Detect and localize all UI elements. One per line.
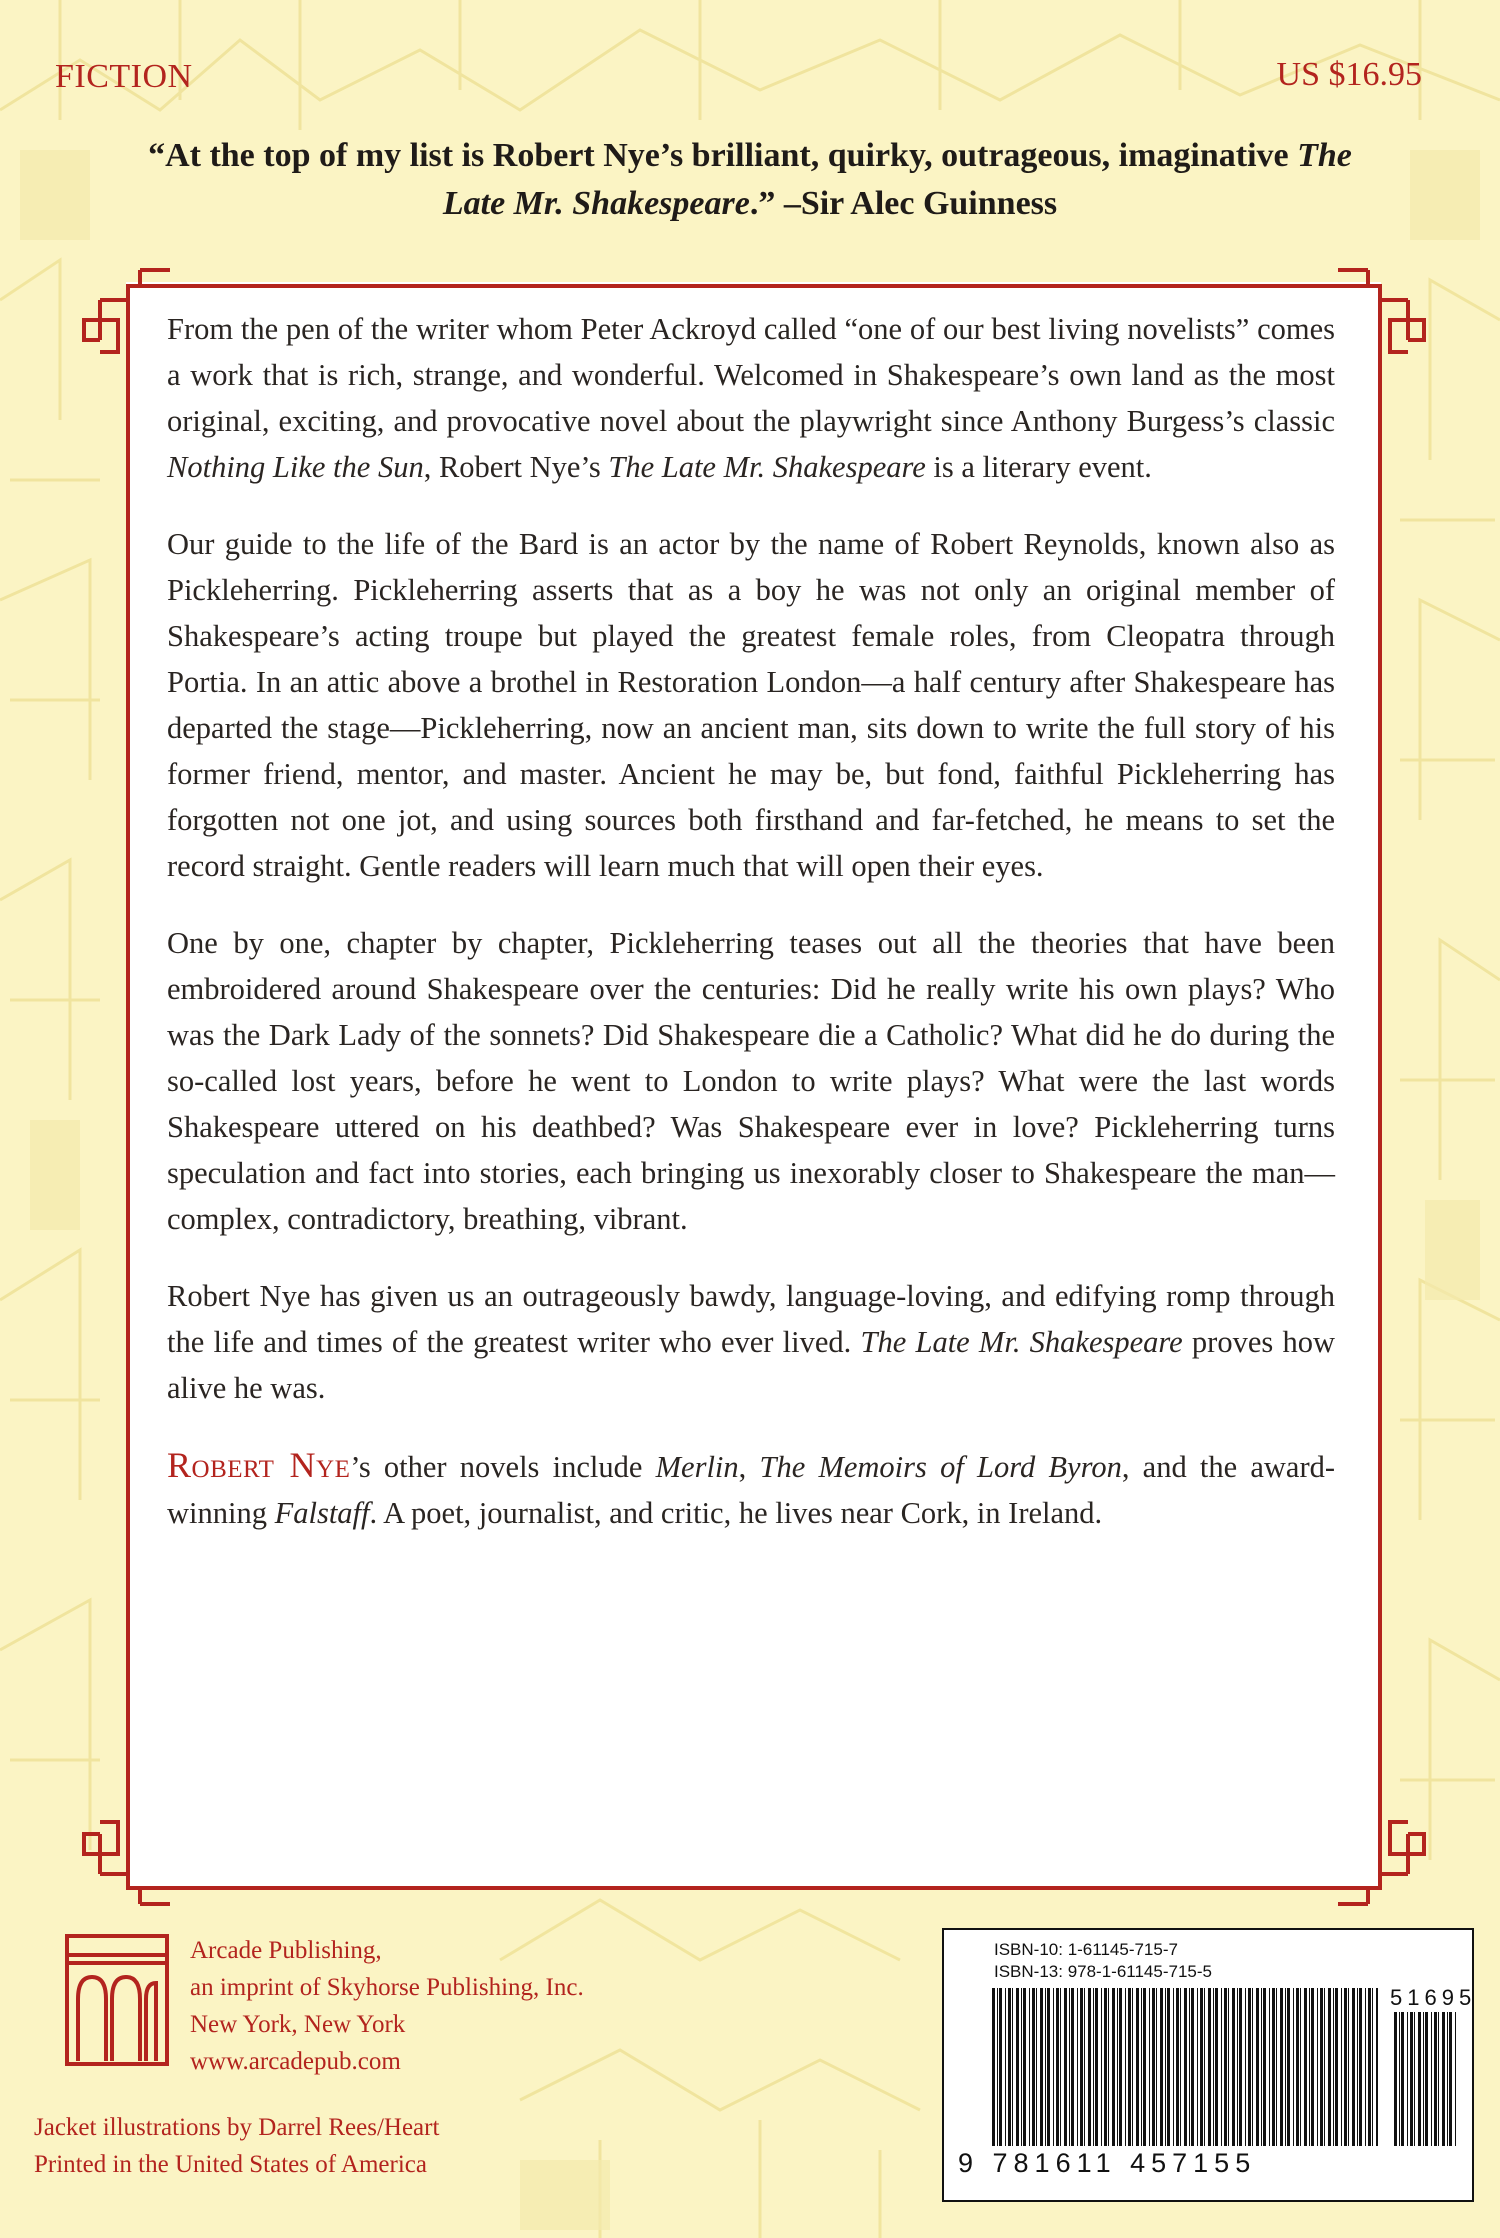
p1-title-nye: The Late Mr. Shakespeare xyxy=(608,450,926,484)
barcode-bar xyxy=(1184,1988,1187,2146)
publisher-website: www.arcadepub.com xyxy=(190,2048,401,2075)
genre-label: FICTION xyxy=(55,58,193,95)
barcode-bar xyxy=(1269,1988,1270,2146)
p1-title-burgess: Nothing Like the Sun xyxy=(167,450,424,484)
publisher-location: New York, New York xyxy=(190,2011,406,2038)
barcode-bar xyxy=(1204,1988,1205,2146)
barcode-bar xyxy=(1136,1988,1139,2146)
barcode-bar xyxy=(1352,1988,1355,2146)
barcode-bar xyxy=(1012,1988,1013,2146)
description-paragraph-1 xyxy=(167,306,1335,490)
barcode-bar xyxy=(1252,1988,1253,2146)
barcode-bar xyxy=(1128,1988,1131,2146)
barcode-bar xyxy=(1160,1988,1163,2146)
barcode-bar xyxy=(1344,1988,1347,2146)
barcode-bar xyxy=(1213,1988,1214,2146)
quote-book-title: The Late Mr. Shakespeare xyxy=(442,137,1352,222)
barcode-bar xyxy=(999,1988,1002,2146)
barcode-bar xyxy=(1119,1988,1122,2146)
barcode-bar xyxy=(1401,2012,1404,2146)
barcode-bar xyxy=(1047,1988,1050,2146)
barcode-bar xyxy=(1359,1988,1362,2146)
barcode-bar xyxy=(1248,1988,1251,2146)
barcode-bar xyxy=(1060,1988,1061,2146)
barcode-bar xyxy=(1455,2012,1456,2146)
bio-title-byron: The Memoirs of Lord Byron xyxy=(759,1450,1122,1484)
barcode-addon-price: 51695 xyxy=(1390,1985,1477,2010)
barcode-bar xyxy=(1256,1988,1259,2146)
bio-text-g: . A poet, journalist, and critic, he lives near Cork, in Ireland. xyxy=(369,1496,1103,1530)
isbn-13: ISBN-13: 978-1-61145-715-5 xyxy=(994,1962,1212,1981)
barcode-bar xyxy=(1152,1988,1155,2146)
barcode-bar xyxy=(1053,1988,1054,2146)
barcode-bar xyxy=(1333,1988,1334,2146)
barcode-bar xyxy=(1287,1988,1290,2146)
p1-text-a: From the pen of the writer whom Peter Ackroyd called “one of our best living novelists” comes a work that is rich, strange, and wonderful. Welcomed in Shakespeare’s own land as the most original, exciting, and provocative novel about the playwright since Anthony Burgess’s classic xyxy=(167,312,1335,438)
illustration-credit: Jacket illustrations by Darrel Rees/Heart xyxy=(34,2114,440,2141)
barcode-bar xyxy=(1084,1988,1085,2146)
barcode-bar xyxy=(1414,2012,1415,2146)
barcode-bar xyxy=(1239,1988,1242,2146)
barcode-bar xyxy=(1434,2012,1437,2146)
barcode-bar xyxy=(1399,2012,1400,2146)
barcode-bar xyxy=(1311,1988,1314,2146)
barcode-bar xyxy=(1040,1988,1043,2146)
p4-text-a: Robert Nye has given us an outrageously bawdy, language-loving, and edifying romp through the life and times of the greatest writer who ever lived. xyxy=(167,1279,1335,1359)
barcode-bar xyxy=(1101,1988,1102,2146)
barcode-bar xyxy=(1156,1988,1157,2146)
barcode-bar xyxy=(1189,1988,1190,2146)
barcode-bar xyxy=(1056,1988,1059,2146)
barcode-bar xyxy=(1232,1988,1235,2146)
barcode-bar xyxy=(1197,1988,1198,2146)
barcode-bar xyxy=(1095,1988,1098,2146)
description-paragraph-4 xyxy=(167,1273,1335,1411)
barcode-bar xyxy=(1077,1988,1078,2146)
barcode-bar xyxy=(1341,1988,1342,2146)
barcode-bar xyxy=(1300,1988,1301,2146)
barcode-bar xyxy=(1263,1988,1266,2146)
barcode-bar xyxy=(1293,1988,1294,2146)
description-paragraph-2: Our guide to the life of the Bard is an actor by the name of Robert Reynolds, known also as Pickleherring. Pickleherring asserts that as a boy he was not only an original member of Shakespeare’s acting troupe but played the greatest female roles, from Cleopatra through Portia. In an attic above a brothel in Restoration London—a half century after Shakespeare has departed the stage—Pickleherring, now an ancient man, sits down to write the full story of his former friend, mentor, and master. Ancient he may be, but fond, faithful Pickleherring has forgotten not one jot, and using sources both firsthand and far-fetched, he means to set the record straight. Gentle readers will learn much that will open their eyes. xyxy=(167,527,1335,883)
barcode-bar xyxy=(1112,1988,1115,2146)
barcode-bar xyxy=(1245,1988,1246,2146)
p1-text-c: , Robert Nye’s xyxy=(423,450,609,484)
bio-text-a: ’s other novels include xyxy=(350,1450,656,1484)
bio-title-merlin: Merlin xyxy=(655,1450,739,1484)
barcode-bar xyxy=(1261,1988,1262,2146)
barcode-bar xyxy=(1117,1988,1118,2146)
barcode-bar xyxy=(1143,1988,1146,2146)
barcode-bar xyxy=(1272,1988,1275,2146)
barcode-bar xyxy=(1132,1988,1133,2146)
p1-text-e: is a literary event. xyxy=(925,450,1152,484)
barcode-bar xyxy=(1357,1988,1358,2146)
barcode-bar xyxy=(1071,1988,1074,2146)
quote-text: “At the top of my list is Robert Nye’s brilliant, quirky, outrageous, imaginative xyxy=(148,137,1298,174)
barcode-bar xyxy=(1280,1988,1283,2146)
barcode-bar xyxy=(1036,1988,1037,2146)
barcode-bar xyxy=(1149,1988,1150,2146)
barcode-bar xyxy=(1317,1988,1318,2146)
barcode-bar xyxy=(1032,1988,1035,2146)
barcode-bar xyxy=(1080,1988,1083,2146)
barcode-addon-bars xyxy=(1394,2012,1458,2146)
publisher-info xyxy=(190,1932,584,2080)
barcode-bar xyxy=(1125,1988,1126,2146)
barcode-bar xyxy=(992,1988,995,2146)
barcode-bar xyxy=(1394,2012,1397,2146)
barcode-bar xyxy=(1438,2012,1439,2146)
publisher-imprint: an imprint of Skyhorse Publishing, Inc. xyxy=(190,1974,584,2001)
barcode-bar xyxy=(1335,1988,1338,2146)
barcode-bar xyxy=(1410,2012,1413,2146)
barcode-bar xyxy=(1418,2012,1421,2146)
barcode-bar xyxy=(1285,1988,1286,2146)
barcode-bar xyxy=(1176,1988,1179,2146)
barcode-bar xyxy=(1008,1988,1011,2146)
barcode-bar xyxy=(1328,1988,1331,2146)
barcode-bar xyxy=(1368,1988,1371,2146)
barcode-bar xyxy=(1304,1988,1307,2146)
barcode-bar xyxy=(1005,1988,1006,2146)
printed-in: Printed in the United States of America xyxy=(34,2151,427,2178)
barcode-bar xyxy=(1141,1988,1142,2146)
isbn-barcode xyxy=(942,1928,1477,2202)
barcode-bar xyxy=(1088,1988,1091,2146)
bio-text-c: , xyxy=(738,1450,760,1484)
barcode-bar xyxy=(1215,1988,1218,2146)
description-paragraph-3: One by one, chapter by chapter, Pickleherring teases out all the theories that have been embroidered around Shakespeare over the centuries: Did he really write his own plays? Who was the Dark Lady of the sonnets? Did Shakespeare die a Catholic? What did he do during the so-called lost years, before he went to London to write plays? What were the last words Shakespeare uttered on his deathbed? Was Shakespeare ever in love? Pickleherring turns speculation and fact into stories, each bringing us inexorably closer to Shakespeare the man—complex, contradictory, breathing, vibrant. xyxy=(167,926,1335,1236)
barcode-bar xyxy=(1425,2012,1428,2146)
barcode-bar xyxy=(1447,2012,1448,2146)
barcode-bar xyxy=(1045,1988,1046,2146)
price-label: US $16.95 xyxy=(1276,56,1422,93)
barcode-bar xyxy=(1407,2012,1408,2146)
p4-text-c: proves how alive he was. xyxy=(167,1325,1336,1405)
barcode-bar xyxy=(1064,1988,1067,2146)
book-description xyxy=(167,306,1335,1567)
barcode-bar xyxy=(1431,2012,1432,2146)
barcode-bar xyxy=(1296,1988,1299,2146)
barcode-bar xyxy=(1093,1988,1094,2146)
barcode-bars xyxy=(992,1988,1378,2146)
jacket-credits xyxy=(34,2109,439,2183)
barcode-bar xyxy=(1165,1988,1166,2146)
barcode-bar xyxy=(1449,2012,1452,2146)
author-bio xyxy=(167,1442,1335,1536)
publisher-name: Arcade Publishing, xyxy=(190,1937,382,1964)
barcode-bar xyxy=(1029,1988,1030,2146)
barcode-bar xyxy=(1221,1988,1222,2146)
barcode-bar xyxy=(1108,1988,1109,2146)
barcode-bar xyxy=(1180,1988,1181,2146)
barcode-bar xyxy=(1309,1988,1310,2146)
barcode-bar xyxy=(1324,1988,1325,2146)
p4-title: The Late Mr. Shakespeare xyxy=(860,1325,1183,1359)
barcode-bar xyxy=(1423,2012,1424,2146)
author-name: Robert Nye xyxy=(167,1445,351,1485)
barcode-bar xyxy=(1200,1988,1203,2146)
barcode-digits: 9 781611 457155 xyxy=(958,2148,1257,2178)
quote-attribution: .” –Sir Alec Guinness xyxy=(749,185,1058,222)
isbn-10: ISBN-10: 1-61145-715-7 xyxy=(994,1940,1178,1959)
barcode-bar xyxy=(1104,1988,1107,2146)
arcade-arches-logo-icon xyxy=(64,1933,170,2067)
barcode-bar xyxy=(1191,1988,1194,2146)
barcode-bar xyxy=(1237,1988,1238,2146)
barcode-bar xyxy=(1224,1988,1227,2146)
bio-text-e: , and the award-winning xyxy=(167,1450,1336,1530)
barcode-bar xyxy=(1021,1988,1022,2146)
barcode-bar xyxy=(1442,2012,1445,2146)
barcode-bar xyxy=(1276,1988,1277,2146)
barcode-bar xyxy=(1348,1988,1349,2146)
bio-title-falstaff: Falstaff xyxy=(274,1496,370,1530)
barcode-bar xyxy=(1069,1988,1070,2146)
review-quote xyxy=(120,132,1380,228)
barcode-bar xyxy=(997,1988,998,2146)
barcode-bar xyxy=(1372,1988,1373,2146)
barcode-bar xyxy=(1023,1988,1026,2146)
barcode-bar xyxy=(1365,1988,1366,2146)
barcode-bar xyxy=(1320,1988,1323,2146)
barcode-bar xyxy=(1167,1988,1170,2146)
barcode-bar xyxy=(1208,1988,1211,2146)
barcode-bar xyxy=(1016,1988,1019,2146)
barcode-bar xyxy=(1173,1988,1174,2146)
barcode-bar xyxy=(1228,1988,1229,2146)
barcode-bar xyxy=(1376,1988,1378,2146)
